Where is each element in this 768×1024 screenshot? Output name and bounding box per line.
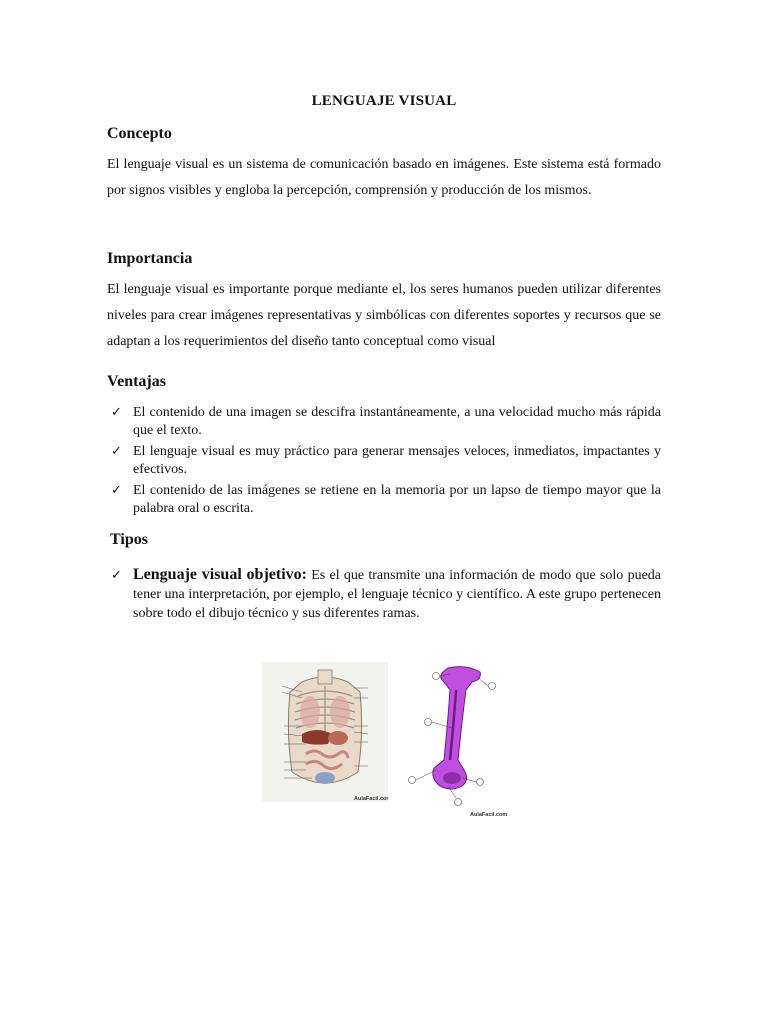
checkmark-icon: ✓ [111,444,122,459]
checkmark-icon: ✓ [111,568,122,583]
ventaja-text: El contenido de una imagen se descifra instantáneamente, a una velocidad mucho más rápida que el texto. [133,405,661,438]
checkmark-icon: ✓ [111,483,122,498]
anatomy-caption: AulaFacil.com [354,796,388,802]
tipo-text: Es el que transmite una información de modo que solo pueda tener una interpretación, por ejemplo, el lenguaje técnico y científico. A este grupo pertenecen sobre todo el dibujo técnico y sus diferentes ramas. [133,568,662,621]
checkmark-icon: ✓ [111,405,122,420]
ventaja-text: El contenido de las imágenes se retiene en la memoria por un lapso de tiempo mayor que la palabra oral o escrita. [133,483,661,516]
concepto-paragraph: El lenguaje visual es un sistema de comunicación basado en imágenes. Este sistema está formado por signos visibles y engloba la percepción, comprensión y producción de los mismos. [107,157,661,198]
tipo-label: Lenguaje visual objetivo: [133,566,307,583]
bone-caption: AulaFacil.com [470,812,508,818]
ventaja-text: El lenguaje visual es muy práctico para generar mensajes veloces, inmediatos, impactantes y efectivos. [133,444,661,477]
list-item [107,565,661,623]
importancia-paragraph: El lenguaje visual es importante porque mediante el, los seres humanos pueden utilizar diferentes niveles para crear imágenes representativas y simbólicas con diferentes soportes y recursos que se adaptan a los requerimientos del diseño tanto conceptual como visual [107,282,661,349]
list-item [107,404,661,440]
bone-illustration [400,660,508,820]
anatomy-illustration [262,662,388,802]
ventajas-list [107,404,661,521]
list-item [107,482,661,518]
list-item [107,443,661,479]
page-title: LENGUAJE VISUAL [311,93,457,109]
tipos-list [107,565,661,626]
ventajas-heading: Ventajas [107,373,166,390]
importancia-heading: Importancia [107,250,193,267]
tipos-heading: Tipos [110,531,148,548]
concepto-heading: Concepto [107,125,172,142]
